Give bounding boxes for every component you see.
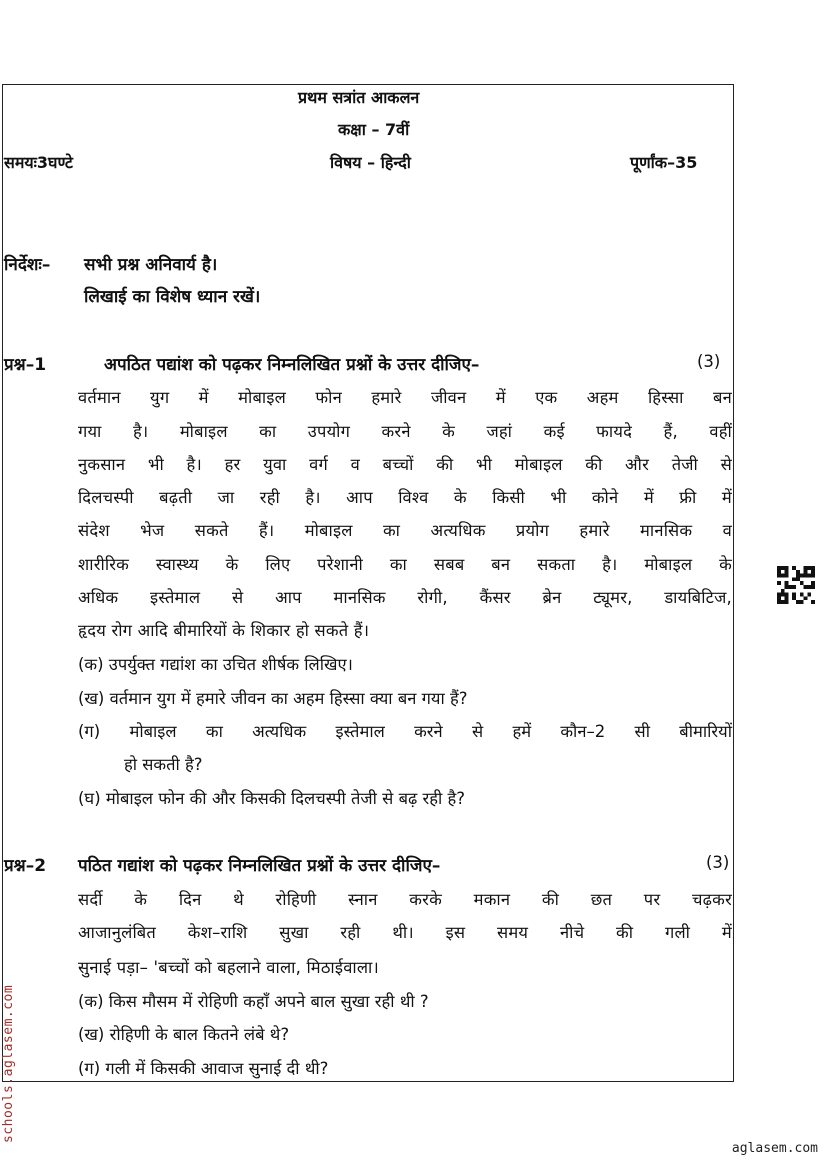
q1-question-gha: (घ) मोबाइल फोन की और किसकी दिलचस्पी तेजी से बढ़ रही है? bbox=[78, 789, 466, 808]
q1-marks: (3) bbox=[697, 352, 721, 371]
q2-label: प्रश्न–2 bbox=[4, 856, 47, 876]
q1-heading: अपठित पद्यांश को पढ़कर निम्नलिखित प्रश्नों के उत्तर दीजिए– bbox=[104, 355, 480, 375]
q2-passage-line: आजानुलंबित केश–राशि सुखा रही थी। इस समय नीचे की गली में bbox=[78, 923, 732, 942]
q1-passage-line: अधिक इस्तेमाल से आप मानसिक रोगी, कैंसर ब्रेन ट्यूमर, डायबिटिज, bbox=[78, 588, 732, 607]
q1-passage-line: हृदय रोग आदि बीमारियों के शिकार हो सकते हैं। bbox=[78, 621, 370, 640]
marks-label: पूर्णांक–35 bbox=[630, 153, 698, 172]
instruction-line-1: सभी प्रश्न अनिवार्य है। bbox=[84, 255, 218, 275]
q2-passage-line: सर्दी के दिन थे रोहिणी स्नान करके मकान की छत पर चढ़कर bbox=[78, 890, 732, 909]
exam-title: प्रथम सत्रांत आकलन bbox=[298, 88, 420, 107]
time-label: समयः3घण्टे bbox=[4, 153, 73, 172]
q2-question-ga: (ग) गली में किसकी आवाज सुनाई दी थी? bbox=[78, 1059, 329, 1078]
q1-passage-line: दिलचस्पी बढ़ती जा रही है। आप विश्व के किसी भी कोने में फ्री में bbox=[78, 488, 732, 507]
q1-label: प्रश्न–1 bbox=[4, 355, 47, 375]
q2-passage-line: सुनाई पड़ा– 'बच्चों को बहलाने वाला, मिठाईवाला। bbox=[78, 958, 379, 977]
q2-question-ka: (क) किस मौसम में रोहिणी कहाँ अपने बाल सुखा रही थी ? bbox=[78, 992, 429, 1011]
q1-question-kha: (ख) वर्तमान युग में हमारे जीवन का अहम हिस्सा क्या बन गया हैं? bbox=[78, 689, 468, 708]
q2-question-kha: (ख) रोहिणी के बाल कितने लंबे थे? bbox=[78, 1025, 290, 1044]
q1-question-ga-continued: हो सकती है? bbox=[124, 755, 203, 774]
class-label: कक्षा – 7वीं bbox=[338, 120, 410, 139]
q1-passage-line: शारीरिक स्वास्थ्य के लिए परेशानी का सबब बन सकता है। मोबाइल के bbox=[78, 555, 732, 574]
instruction-line-2: लिखाई का विशेष ध्यान रखें। bbox=[84, 287, 261, 307]
q1-passage-line: संदेश भेज सकते हैं। मोबाइल का अत्यधिक प्रयोग हमारे मानसिक व bbox=[78, 521, 732, 540]
q1-passage-line: गया है। मोबाइल का उपयोग करने के जहां कई फायदे हैं, वहीं bbox=[78, 422, 732, 441]
q1-question-ka: (क) उपर्युक्त गद्यांश का उचित शीर्षक लिखिए। bbox=[78, 655, 353, 674]
side-watermark: schools.aglasem.com bbox=[1, 984, 16, 1144]
q1-passage-line: नुकसान भी है। हर युवा वर्ग व बच्चों की भी मोबाइल की और तेजी से bbox=[78, 455, 732, 474]
q2-marks: (3) bbox=[706, 853, 730, 872]
footer-watermark: aglasem.com bbox=[731, 1141, 818, 1156]
q1-question-ga: (ग) मोबाइल का अत्यधिक इस्तेमाल करने से हमें कौन–2 सी बीमारियों bbox=[78, 722, 732, 741]
qr-code-icon bbox=[776, 566, 816, 604]
instructions-label: निर्देशः– bbox=[4, 255, 51, 275]
q1-passage-line: वर्तमान युग में मोबाइल फोन हमारे जीवन में एक अहम हिस्सा बन bbox=[78, 388, 732, 407]
subject-label: विषय – हिन्दी bbox=[330, 153, 411, 172]
q2-heading: पठित गद्यांश को पढ़कर निम्नलिखित प्रश्नों के उत्तर दीजिए– bbox=[78, 856, 441, 876]
